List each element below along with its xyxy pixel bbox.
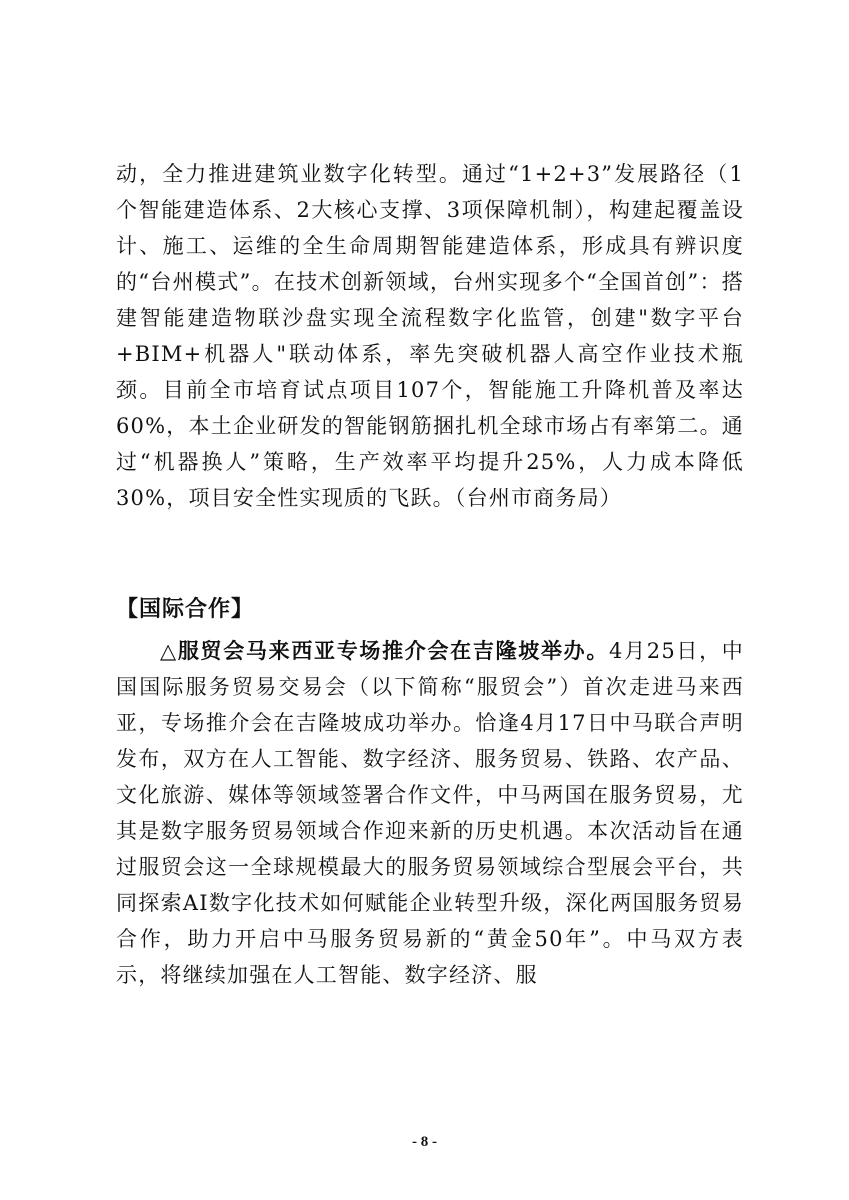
body-paragraph-1: 动，全力推进建筑业数字化转型。通过“1+2+3”发展路径（1个智能建造体系、2大核心支撑、3项保障机制），构建起覆盖设计、施工、运维的全生命周期智能建造体系，形成具有辨识度的“台州模式”。在技术创新领域，台州实现多个“全国首创”：搭建智能建造物联沙盘实现全流程数字化监管，创建"数字平台+BIM+机器人"联动体系，率先突破机器人高空作业技术瓶颈。目前全市培育试点项目107个，智能施工升降机普及率达60%，本土企业研发的智能钢筋捆扎机全球市场占有率第二。通过“机器换人”策略，生产效率平均提升25%，人力成本降低30%，项目安全性实现质的飞跃。（台州市商务局） <box>116 162 744 510</box>
body-paragraph-2 <box>116 633 744 993</box>
news-item-body: 4月25日，中国国际服务贸易交易会（以下简称“服贸会”）首次走进马来西亚，专场推介会在吉隆坡成功举办。恰逢4月17日中马联合声明发布，双方在人工智能、数字经济、服务贸易、铁路、农产品、文化旅游、媒体等领域签署合作文件，中马两国在服务贸易，尤其是数字服务贸易领域合作迎来新的历史机遇。本次活动旨在通过服贸会这一全球规模最大的服务贸易领域综合型展会平台，共同探索AI数字化技术如何赋能企业转型升级，深化两国服务贸易合作，助力开启中马服务贸易新的“黄金50年”。中马双方表示，将继续加强在人工智能、数字经济、服 <box>116 639 745 987</box>
section-heading: 【国际合作】 <box>116 597 255 622</box>
news-item-lead: △服贸会马来西亚专场推介会在吉隆坡举办。 <box>160 639 610 663</box>
page-number: - 8 - <box>412 1134 437 1150</box>
